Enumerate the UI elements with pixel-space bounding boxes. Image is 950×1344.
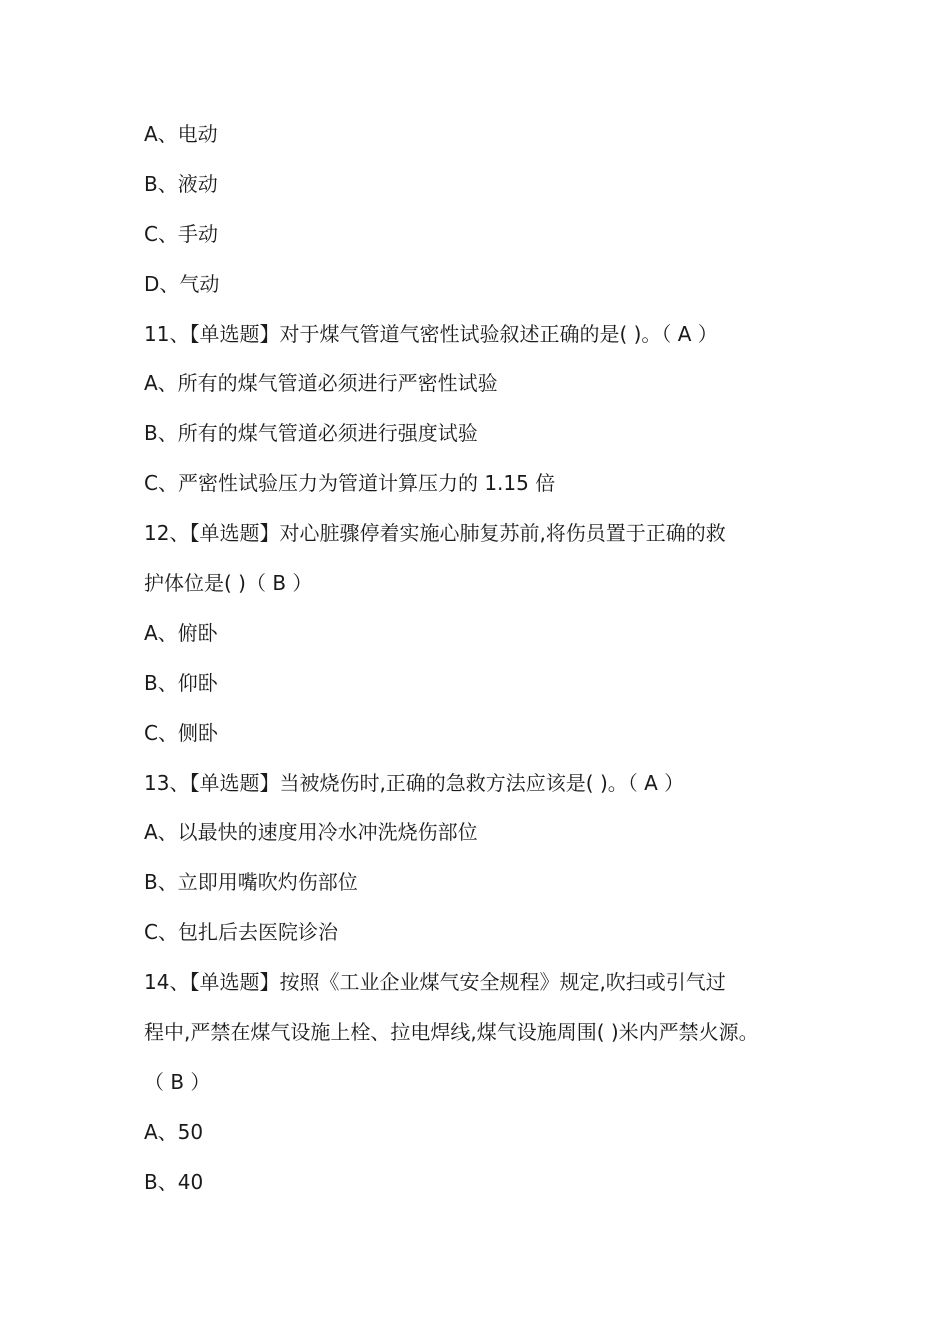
question-14-answer: （ B ）: [144, 1069, 211, 1094]
question-14-line-2: 程中,严禁在煤气设施上栓、拉电焊线,煤气设施周围( )米内严禁火源。: [144, 1020, 759, 1045]
option-a-electric: A、电动: [144, 122, 218, 146]
question-14-line-1: 14、【单选题】按照《工业企业煤气安全规程》规定,吹扫或引气过: [144, 970, 726, 995]
question-list: [144, 110, 824, 1208]
question-11: 11、【单选题】对于煤气管道气密性试验叙述正确的是( )。（ A ）: [144, 321, 718, 346]
option-d-pneumatic: D、气动: [144, 271, 220, 296]
question-12-line-1: 12、【单选题】对心脏骤停着实施心肺复苏前,将伤员置于正确的救: [144, 521, 726, 546]
question-12-option-b: B、仰卧: [144, 670, 218, 695]
option-c-manual: C、手动: [144, 221, 218, 246]
question-11-option-a: A、所有的煤气管道必须进行严密性试验: [144, 371, 498, 396]
question-12-option-a: A、俯卧: [144, 620, 218, 645]
question-11-option-b: B、所有的煤气管道必须进行强度试验: [144, 421, 478, 446]
question-13-option-b: B、立即用嘴吹灼伤部位: [144, 870, 358, 895]
question-12-option-c: C、侧卧: [144, 720, 218, 745]
question-11-option-c: C、严密性试验压力为管道计算压力的 1.15 倍: [144, 471, 556, 496]
option-b-hydraulic: B、液动: [144, 171, 218, 196]
question-13: 13、【单选题】当被烧伤时,正确的急救方法应该是( )。（ A ）: [144, 770, 685, 795]
question-12-line-2: 护体位是( )（ B ）: [144, 571, 313, 596]
question-14-option-a: A、50: [144, 1119, 204, 1144]
question-13-option-c: C、包扎后去医院诊治: [144, 920, 338, 945]
question-13-option-a: A、以最快的速度用冷水冲洗烧伤部位: [144, 820, 478, 845]
question-14-option-b: B、40: [144, 1169, 204, 1194]
